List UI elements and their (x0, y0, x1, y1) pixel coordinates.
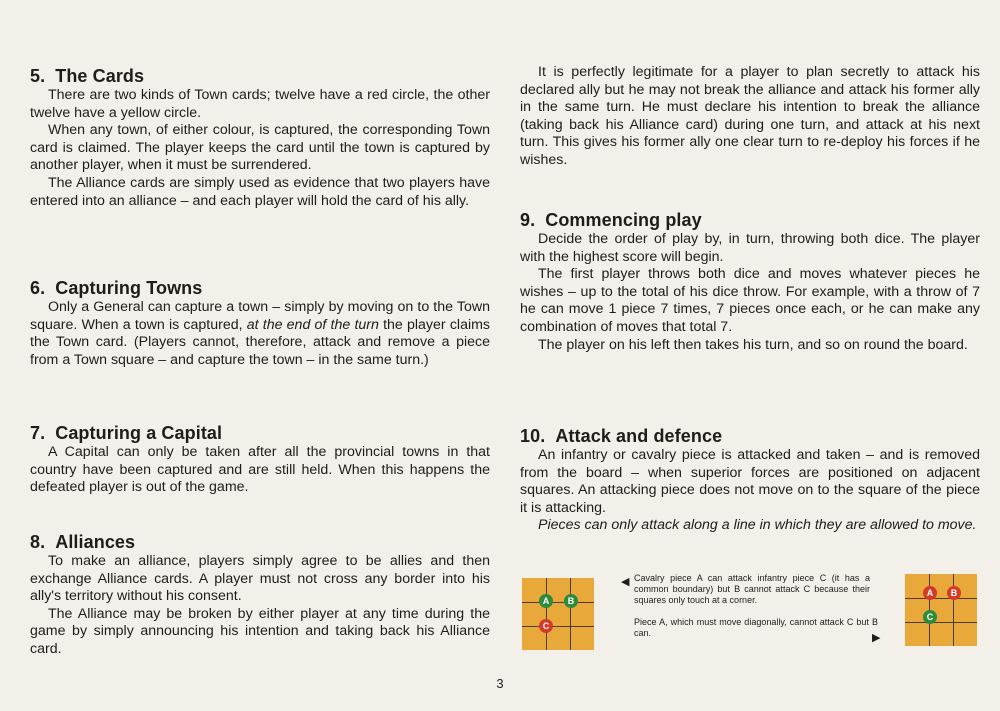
paragraph: The first player throws both dice and moves whatever pieces he wishes – up to the total of his dice throw. For example, with a throw of 7 he can move 1 piece 7 times, 7 pieces once each, or he can make any combination of moves that total 7. (520, 266, 980, 335)
section-title: Capturing a Capital (55, 423, 223, 443)
diagram-caption-1: Cavalry piece A can attack infantry piece C (it has a common boundary) but B cannot attack C because their squares only touch at a corner. (634, 573, 870, 605)
attack-diagram-orthogonal (522, 578, 594, 650)
grid-line (522, 602, 594, 603)
section-heading: 6. Capturing Towns (30, 278, 203, 298)
section-title: Alliances (55, 532, 136, 552)
paragraph: When any town, of either colour, is captured, the corresponding Town card is claimed. The player keeps the card until the town is captured by another player, when it must be surrendered. (30, 122, 490, 174)
paragraph: The Alliance may be broken by either player at any time during the game by simply announcing his intention and taking back his Alliance card. (30, 605, 490, 657)
piece-c: C (923, 610, 937, 624)
grid-line (570, 578, 571, 650)
alliance-continuation (520, 64, 980, 170)
section-5 (30, 66, 490, 210)
section-title: The Cards (55, 66, 145, 86)
piece-a: A (923, 586, 937, 600)
grid-line (905, 598, 977, 599)
grid-line (522, 626, 594, 627)
section-title: Capturing Towns (55, 278, 203, 298)
paragraph: It is perfectly legitimate for a player to plan secretly to attack his declared ally but he may not break the alliance and attack his former ally in the same turn. He must declare his intention to break the alliance (taking back his Alliance card) during one turn, and attack at his next turn. This gives his former ally one clear turn to re-deploy his forces if he wishes. (520, 64, 980, 168)
diagram-caption-2: Piece A, which must move diagonally, cannot attack C but B can. (634, 617, 878, 638)
piece-b: B (947, 586, 961, 600)
piece-a: A (539, 594, 553, 608)
paragraph: Only a General can capture a town – simply by moving on to the Town square. When a town is captured, at the end of the turn the player claims the Town card. (Players cannot, therefore, attack and remove a piece from a Town square – and capture the town – in the same turn.) (30, 299, 491, 368)
section-title: Attack and defence (555, 426, 723, 446)
page-number: 3 (496, 676, 504, 691)
section-heading: 7. Capturing a Capital (30, 423, 223, 443)
piece-b: B (564, 594, 578, 608)
section-heading: 10. Attack and defence (520, 426, 723, 446)
arrow-right-icon: ▶ (872, 632, 881, 644)
arrow-left-icon: ◀ (621, 576, 630, 588)
section-10 (520, 426, 980, 535)
paragraph: Decide the order of play by, in turn, throwing both dice. The player with the highest score will begin. (520, 231, 980, 265)
paragraph: An infantry or cavalry piece is attacked and taken – and is removed from the board – when superior forces are positioned on adjacent squares. An attacking piece does not move on to the square of the piece it is attacking. (520, 447, 980, 516)
section-heading: 5. The Cards (30, 66, 145, 86)
paragraph: The Alliance cards are simply used as evidence that two players have entered into an alliance – and each player will hold the card of his ally. (30, 174, 490, 209)
grid-line (953, 574, 954, 646)
section-heading: 8. Alliances (30, 532, 136, 552)
section-8 (30, 532, 490, 659)
piece-c: C (539, 619, 553, 633)
paragraph: To make an alliance, players simply agree to be allies and then exchange Alliance cards. A player must not cross any border into his ally's territory without his consent. (30, 553, 490, 605)
grid-line (905, 622, 977, 623)
section-heading: 9. Commencing play (520, 210, 702, 230)
section-6 (30, 278, 490, 369)
paragraph: There are two kinds of Town cards; twelve have a red circle, the other twelve have a yellow circle. (30, 87, 490, 121)
section-title: Commencing play (545, 210, 702, 230)
paragraph: Pieces can only attack along a line in which they are allowed to move. (538, 517, 977, 534)
paragraph: A Capital can only be taken after all the provincial towns in that country have been captured and are still held. When this happens the defeated player is out of the game. (30, 444, 490, 496)
attack-diagram-diagonal (905, 574, 977, 646)
section-9 (520, 210, 980, 354)
section-7 (30, 423, 490, 497)
paragraph: The player on his left then takes his turn, and so on round the board. (538, 336, 968, 353)
grid-line (546, 578, 547, 650)
